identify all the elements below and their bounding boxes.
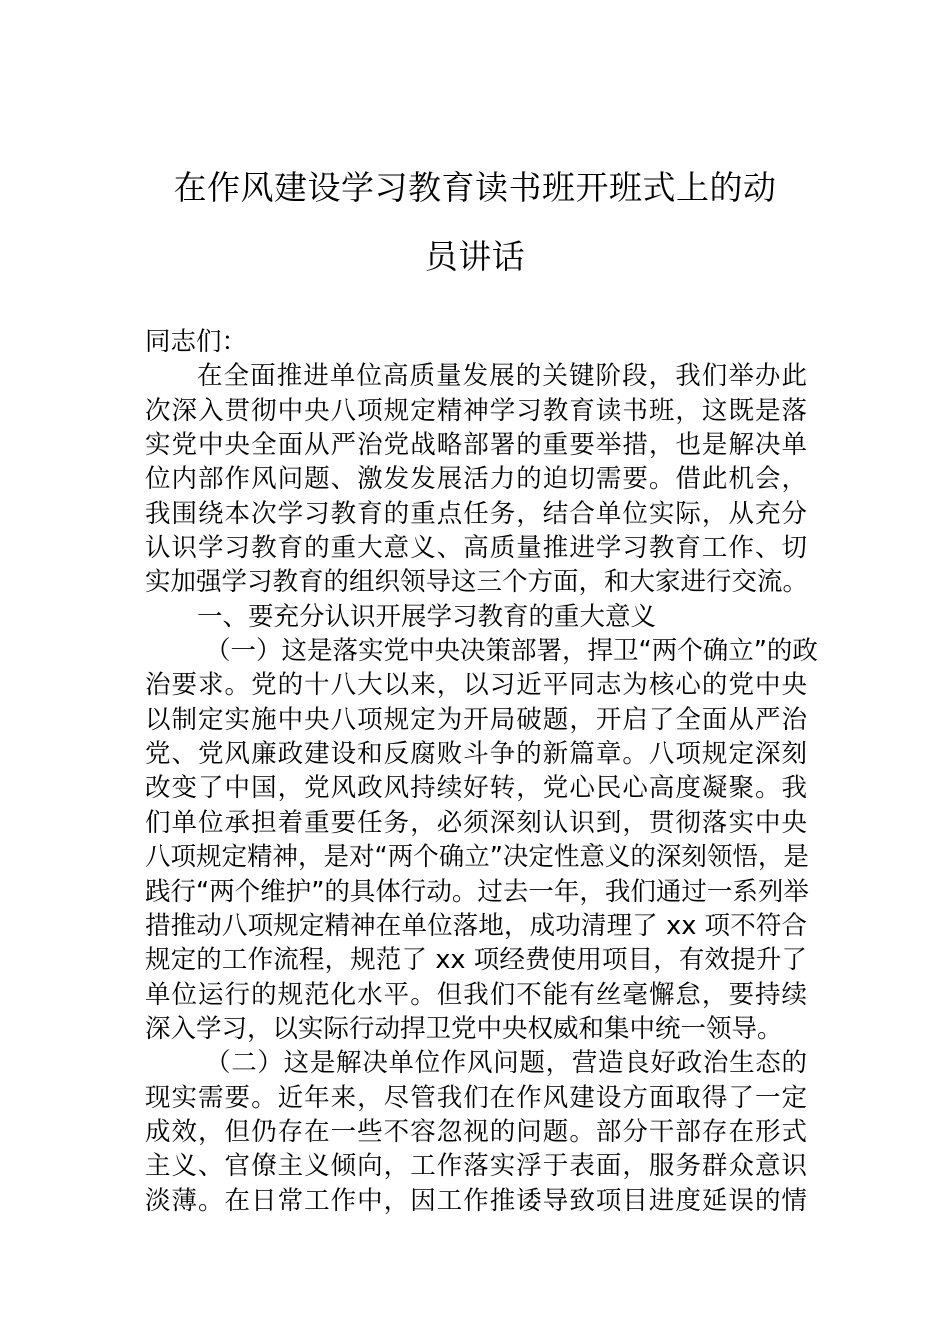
body-line: 改变了中国，党风政风持续好转，党心民心高度凝聚。我 — [145, 773, 807, 804]
document-title-line-1: 在作风建设学习教育读书班开班式上的动 — [173, 168, 777, 207]
salutation: 同志们： — [145, 327, 248, 357]
body-line: 措推动八项规定精神在单位落地，成功清理了 xx 项不符合 — [145, 910, 807, 941]
body-line: 在全面推进单位高质量发展的关键阶段，我们举办此 — [197, 361, 807, 392]
body-line: 深入学习，以实际行动捍卫党中央权威和集中统一领导。 — [145, 1013, 783, 1044]
body-line: 党、党风廉政建设和反腐败斗争的新篇章。八项规定深刻 — [145, 739, 807, 770]
body-line: 实加强学习教育的组织领导这三个方面，和大家进行交流。 — [145, 567, 809, 598]
section-heading: 一、要充分认识开展学习教育的重大意义 — [197, 601, 657, 632]
body-line: 以制定实施中央八项规定为开局破题，开启了全面从严治 — [145, 704, 807, 735]
body-line: 主义、官僚主义倾向，工作落实浮于表面，服务群众意识 — [145, 1151, 807, 1182]
body-line: 践行“两个维护”的具体行动。过去一年，我们通过一系列举 — [145, 876, 809, 907]
body-line: 实党中央全面从严治党战略部署的重要举措，也是解决单 — [145, 430, 807, 461]
body-line: 次深入贯彻中央八项规定精神学习教育读书班，这既是落 — [145, 395, 807, 426]
body-line: 单位运行的规范化水平。但我们不能有丝毫懈怠，要持续 — [145, 979, 807, 1010]
document-title-line-2: 员讲话 — [424, 237, 526, 276]
body-line: 们单位承担着重要任务，必须深刻认识到，贯彻落实中央 — [145, 807, 807, 838]
body-line: 规定的工作流程，规范了 xx 项经费使用项目，有效提升了 — [145, 945, 807, 976]
body-line: 现实需要。近年来，尽管我们在作风建设方面取得了一定 — [145, 1082, 807, 1113]
body-line: 淡薄。在日常工作中，因工作推诿导致项目进度延误的情 — [145, 1185, 807, 1216]
body-line: （二）这是解决单位作风问题，营造良好政治生态的 — [205, 1048, 807, 1079]
body-line: 位内部作风问题、激发发展活力的迫切需要。借此机会， — [145, 464, 807, 495]
body-line: 我围绕本次学习教育的重点任务，结合单位实际，从充分 — [145, 498, 807, 529]
body-line: 八项规定精神，是对“两个确立”决定性意义的深刻领悟，是 — [145, 842, 809, 873]
body-line: 成效，但仍存在一些不容忽视的问题。部分干部存在形式 — [145, 1116, 807, 1147]
body-line: 认识学习教育的重大意义、高质量推进学习教育工作、切 — [145, 533, 807, 564]
document-body — [145, 325, 818, 1218]
body-line: （一）这是落实党中央决策部署，捍卫“两个确立”的政 — [205, 636, 818, 667]
body-line: 治要求。党的十八大以来，以习近平同志为核心的党中央 — [145, 670, 807, 701]
